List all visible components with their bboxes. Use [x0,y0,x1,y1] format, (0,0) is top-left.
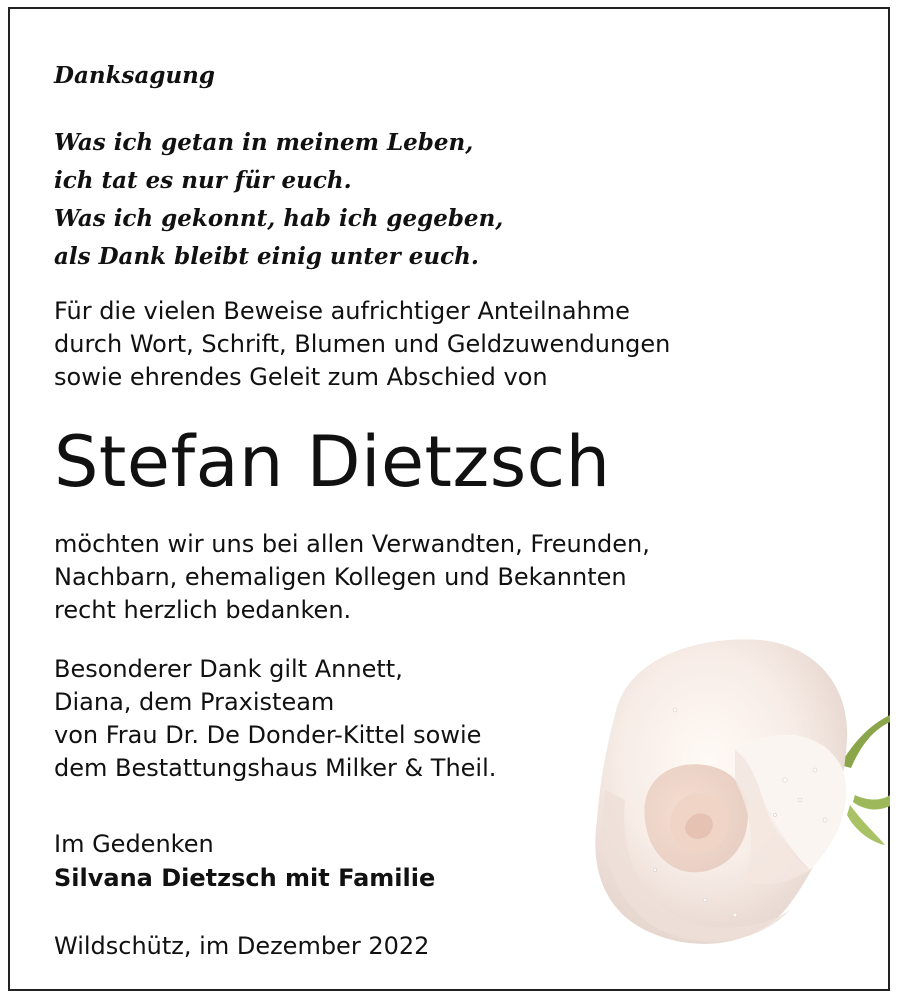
family-name: Silvana Dietzsch mit Familie [54,864,436,892]
thanks-line: Nachbarn, ehemaligen Kollegen und Bekannten [54,563,627,591]
poem-line: Was ich getan in meinem Leben, [54,129,474,156]
memory-block [54,827,435,895]
place-date: Wildschütz, im Dezember 2022 [54,932,430,960]
poem-line: ich tat es nur für euch. [54,167,352,194]
thanks-line: recht herzlich bedanken. [54,596,352,624]
intro-line: durch Wort, Schrift, Blumen und Geldzuwendungen [54,330,671,358]
special-thanks-line: dem Bestattungshaus Milker & Theil. [54,754,497,782]
special-thanks-line: von Frau Dr. De Donder-Kittel sowie [54,721,482,749]
memory-label: Im Gedenken [54,830,214,858]
special-thanks-text [54,653,496,785]
intro-line: sowie ehrendes Geleit zum Abschied von [54,363,548,391]
heading: Danksagung [54,62,215,89]
poem-line: Was ich gekonnt, hab ich gegeben, [54,205,504,232]
thanks-line: möchten wir uns bei allen Verwandten, Freunden, [54,530,650,558]
special-thanks-line: Diana, dem Praxisteam [54,688,335,716]
intro-text [54,295,670,394]
intro-line: Für die vielen Beweise aufrichtiger Anteilnahme [54,297,630,325]
white-rose-image [585,630,890,960]
special-thanks-line: Besonderer Dank gilt Annett, [54,655,403,683]
thanks-text [54,528,650,627]
poem-line: als Dank bleibt einig unter euch. [54,243,479,270]
deceased-name: Stefan Dietzsch [54,421,611,503]
poem [54,124,503,276]
